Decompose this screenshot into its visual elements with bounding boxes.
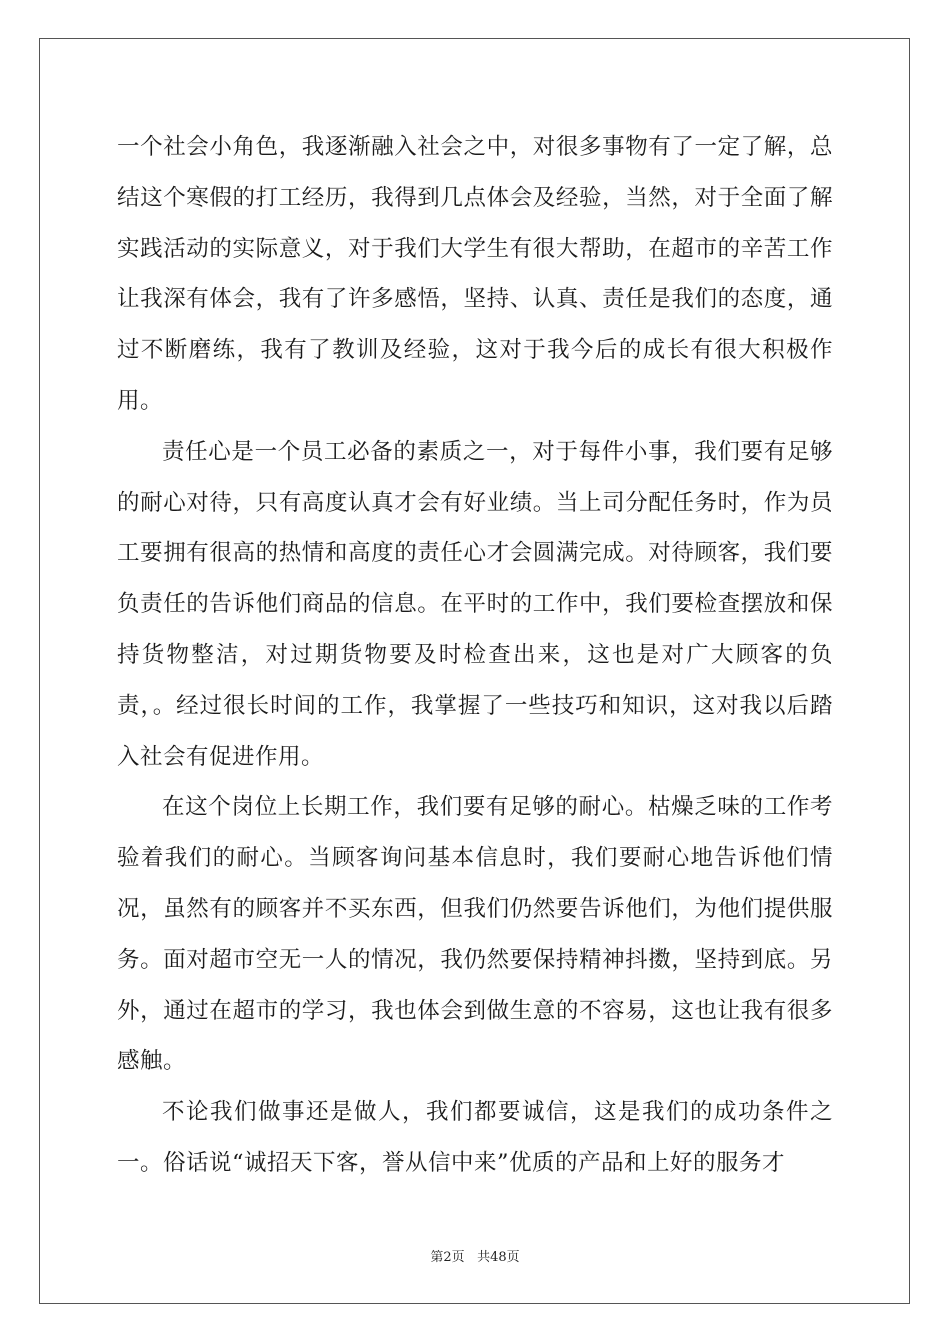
paragraph-3: 在这个岗位上长期工作，我们要有足够的耐心。枯燥乏味的工作考验着我们的耐心。当顾客询问基本信息时，我们要耐心地告诉他们情况，虽然有的顾客并不买东西，但我们仍然要告诉他们，为他们提供服务。面对超市空无一人的情况，我仍然要保持精神抖擞，坚持到底。另外，通过在超市的学习，我也体会到做生意的不容易，这也让我有很多感触。 bbox=[117, 794, 833, 1075]
paragraph-2: 责任心是一个员工必备的素质之一，对于每件小事，我们要有足够的耐心对待，只有高度认真才会有好业绩。当上司分配任务时，作为员工要拥有很高的热情和高度的责任心才会圆满完成。对待顾客，我们要负责任的告诉他们商品的信息。在平时的工作中，我们要检查摆放和保持货物整洁，对过期货物要及时检查出来，这也是对广大顾客的负责，。经过很长时间的工作，我掌握了一些技巧和知识，这对我以后踏入社会有促进作用。 bbox=[117, 438, 833, 770]
footer-separator bbox=[465, 1250, 477, 1265]
page-number-current: 第2页 bbox=[430, 1250, 465, 1265]
page-footer bbox=[0, 1246, 950, 1265]
paragraph-1: 一个社会小角色，我逐渐融入社会之中，对很多事物有了一定了解，总结这个寒假的打工经历，我得到几点体会及经验，当然，对于全面了解实践活动的实际意义，对于我们大学生有很大帮助，在超市的辛苦工作让我深有体会，我有了许多感悟，坚持、认真、责任是我们的态度，通过不断磨练，我有了教训及经验，这对于我今后的成长有很大积极作用。 bbox=[117, 134, 833, 414]
document-body bbox=[117, 122, 833, 1189]
paragraph-4: 不论我们做事还是做人，我们都要诚信，这是我们的成功条件之一。俗话说“诚招天下客，誉从信中来”优质的产品和上好的服务才 bbox=[117, 1099, 833, 1176]
page-number-total: 共48页 bbox=[477, 1250, 520, 1265]
